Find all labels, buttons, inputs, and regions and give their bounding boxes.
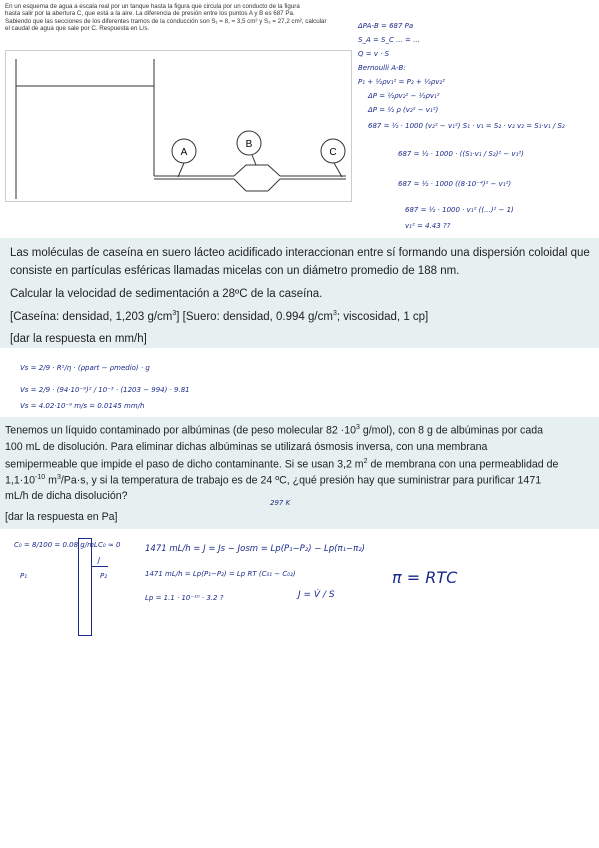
superscript: 2 [363, 458, 368, 465]
problem3-text: m [45, 474, 57, 487]
problem3-text: /Pa·s, y si la temperatura de trabajo es de 24 ºC, ¿qué presión hay que suministrar para purificar 1471 [60, 474, 542, 487]
hw2-line: Vs = 4.02·10⁻⁹ m/s = 0.0145 mm/h [20, 402, 145, 410]
label-c: C [329, 147, 337, 158]
hw3-flux: J = V̇ / S [298, 590, 335, 600]
problem2-data-line [10, 310, 428, 323]
hw3-eq1: 1471 mL/h = J = Js − Josm = Lp(P₁−P₂) − Lp(π₁−π₂) [145, 544, 365, 554]
hw1-line: 687 = ½ · 1000 (v₂² − v₁²) S₁ · v₁ = S₂ · v₂ v₂ = S₁·v₁ / S₂ [368, 122, 565, 130]
problem3-panel [0, 417, 599, 529]
problem3-text: semipermeable que impide el paso de dicho contaminante. Si se usan 3,2 m [5, 458, 364, 471]
hw3-p1: P₁ [20, 572, 28, 580]
problem3-line: mL/h de dicha disolución? [5, 490, 128, 502]
serum-data: ] [Suero: densidad, 0.994 g/cm [176, 310, 333, 323]
superscript: 3 [332, 310, 337, 317]
pipe-diagram-drawing [6, 51, 351, 201]
hw2-line: Vs = 2/9 · R²/η · (ρpart − ρmedio) · g [20, 364, 150, 372]
problem1-statement [5, 3, 350, 33]
superscript: -10 [35, 474, 46, 481]
problem2-line: consiste en partículas esféricas llamadas micelas con un diámetro promedio de 188 nm. [10, 265, 460, 277]
hw3-c0b: C₀ ≈ 0 [98, 541, 121, 549]
label-b: B [245, 139, 253, 150]
hw1-line: Q = v · S [358, 50, 390, 58]
problem3-line [5, 474, 541, 487]
problem3-text: de membrana con una permeablidad de [367, 458, 559, 471]
problem2-panel [0, 238, 599, 348]
problem3-line [5, 424, 543, 437]
hw3-c0: C₀ = 8/100 = 0.08 g/mL [14, 541, 98, 549]
hw1-line: ΔPA-B = 687 Pa [358, 22, 414, 30]
casein-data: [Caseína: densidad, 1,203 g/cm [10, 310, 173, 323]
temperature-annotation: 297 K [270, 499, 291, 507]
hw1-line: S_A = S_C ... = ... [358, 36, 420, 44]
hw1-line: ΔP = ½ρv₂² − ½ρv₁² [368, 92, 440, 100]
problem3-text: 1,1·10 [5, 474, 36, 487]
problem1-line: hasta salir por la abertura C, que está a la aire. La diferencia de presión entre los puntos A y B es 687 Pa. [5, 10, 295, 18]
hw1-line: Bernoulli A-B: [358, 64, 406, 72]
problem1-line: Sabiendo que las secciones de los diferentes tramos de la conducción son S₁ = 8, = 3,5 cm² y S₃ = 27,2 cm², calcular [5, 17, 327, 25]
hw1-line: v₁² = 4.43 ?? [405, 222, 451, 230]
viscosity-data: ; viscosidad, 1 cp] [336, 310, 429, 323]
problem1-line: En un esquema de agua a escala real por un tanque hasta la figura que circula por un conducto de la figura [5, 3, 300, 10]
hw2-line: Vs = 2/9 · (94·10⁻⁹)² / 10⁻³ · (1203 − 994) · 9.81 [20, 386, 190, 394]
membrane-sketch [78, 538, 92, 636]
problem3-text: Tenemos un líquido contaminado por albúminas (de peso molecular 82 ·10 [5, 424, 356, 437]
hw1-line: P₁ + ½ρv₁² = P₂ + ½ρv₂² [358, 78, 445, 86]
problem3-line [5, 458, 558, 471]
hw3-j: J [98, 556, 101, 564]
problem3-text: g/mol), con 8 g de albúminas por cada [359, 424, 544, 437]
hw1-line: 687 = ½ · 1000 · v₁² ((...)² − 1) [405, 206, 514, 214]
label-a: A [180, 147, 188, 158]
flux-arrow [92, 566, 108, 567]
hw1-line: 687 = ½ · 1000 · ((S₁·v₁ / S₂)² − v₁²) [398, 150, 524, 158]
problem1-line: el caudal de agua que sale por C. Respuesta en L/s. [5, 25, 150, 33]
problem2-answer-hint: [dar la respuesta en mm/h] [10, 333, 147, 345]
problem3-line: 100 mL de disolución. Para eliminar dichas albúminas se utilizará ósmosis inversa, con una membrana [5, 441, 488, 453]
pipe-diagram [5, 50, 352, 202]
problem3-answer-hint: [dar la respuesta en Pa] [5, 511, 118, 523]
hw3-p2: P₂ [100, 572, 108, 580]
superscript: 3 [56, 474, 61, 481]
hw1-line: 687 = ½ · 1000 ((8·10⁻⁴)² − v₁²) [398, 180, 512, 188]
hw3-eq3: Lp = 1.1 · 10⁻¹⁰ · 3.2 ? [145, 594, 224, 602]
hw3-osmotic: π = RTC [392, 568, 458, 587]
hw1-line: ΔP = ½ ρ (v₂² − v₁²) [368, 106, 439, 114]
problem2-line: Las moléculas de caseína en suero lácteo acidificado interaccionan entre sí formando una dispersión coloidal que [10, 247, 590, 259]
superscript: 3 [355, 424, 360, 431]
hw3-eq2: 1471 mL/h = Lp(P₁−P₂) = Lp RT (C₀₁ − C₀₂) [145, 570, 296, 578]
superscript: 3 [172, 310, 177, 317]
problem2-line: Calcular la velocidad de sedimentación a 28ºC de la caseína. [10, 288, 323, 300]
